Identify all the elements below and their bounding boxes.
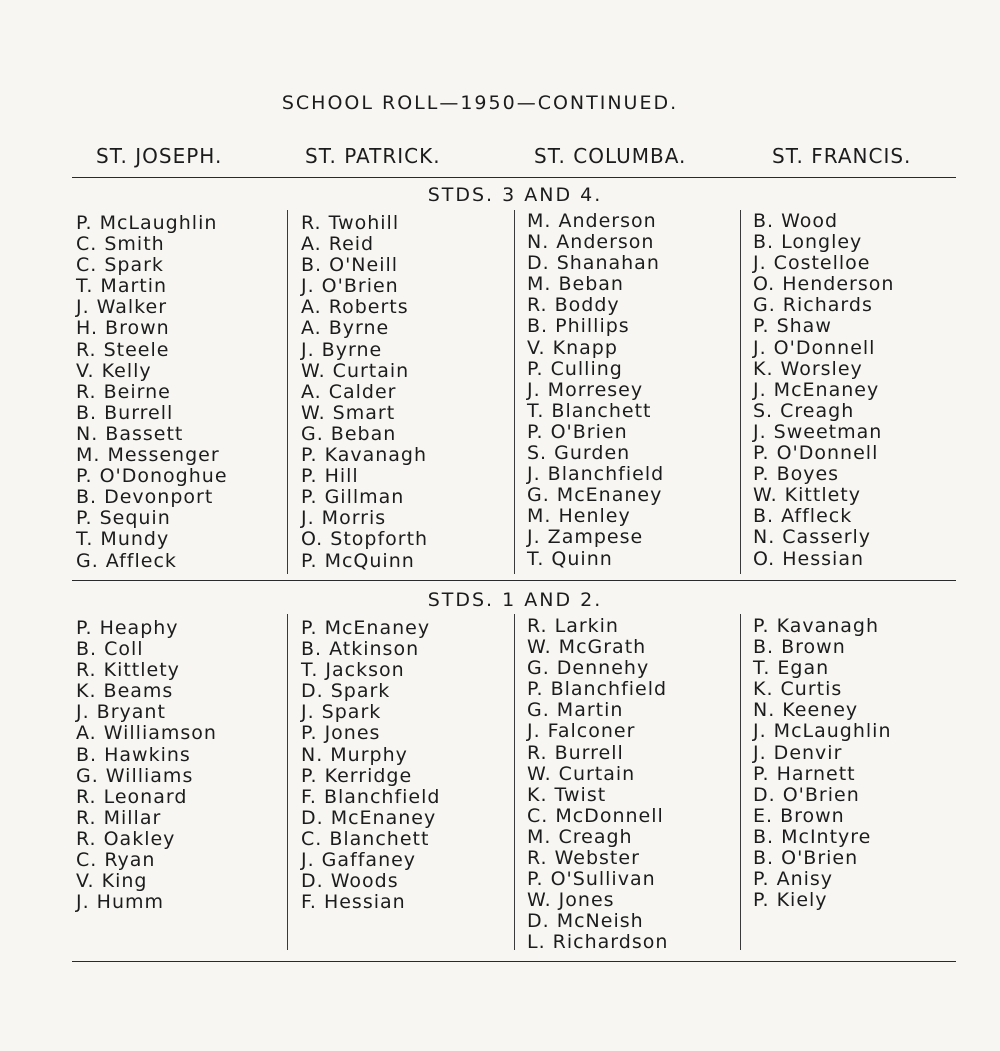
pupil-name: J. Spark — [301, 701, 382, 724]
pupil-name: J. Zampese — [527, 526, 644, 549]
pupil-name: A. Reid — [301, 233, 375, 256]
section-title-stds-1-2: STDS. 1 AND 2. — [427, 589, 603, 611]
pupil-name: G. Beban — [301, 422, 397, 445]
pupil-name: J. McEnaney — [753, 378, 880, 401]
pupil-name: C. Blanchett — [301, 827, 430, 850]
name-column — [301, 618, 440, 913]
pupil-name: K. Twist — [527, 783, 607, 806]
pupil-name: N. Bassett — [76, 422, 184, 445]
pupil-name: T. Blanchett — [527, 399, 652, 422]
pupil-name: D. McEnaney — [301, 806, 437, 829]
name-column — [301, 213, 428, 572]
pupil-name: R. Burrell — [527, 741, 624, 764]
pupil-name: R. Millar — [76, 806, 162, 829]
house-headers — [76, 144, 956, 168]
pupil-name: P. Harnett — [753, 762, 856, 785]
pupil-name: J. Costelloe — [753, 252, 871, 275]
pupil-name: S. Gurden — [527, 442, 631, 465]
pupil-name: P. O'Donnell — [753, 442, 879, 465]
pupil-name: P. Hill — [301, 465, 359, 488]
pupil-name: T. Egan — [753, 657, 830, 680]
pupil-name: B. Affleck — [753, 505, 853, 528]
pupil-name: B. Phillips — [527, 315, 630, 338]
section-rule — [72, 580, 956, 581]
pupil-name: R. Leonard — [76, 785, 188, 808]
pupil-name: D. Woods — [301, 870, 399, 893]
pupil-name: M. Beban — [527, 273, 624, 296]
pupil-name: T. Quinn — [527, 547, 613, 570]
pupil-name: P. Kiely — [753, 889, 828, 912]
pupil-name: B. O'Brien — [753, 847, 859, 870]
name-column — [76, 213, 228, 572]
pupil-name: G. Dennehy — [527, 657, 650, 680]
house-st-columba: ST. COLUMBA. — [534, 144, 687, 168]
pupil-name: P. McLaughlin — [76, 212, 218, 234]
bottom-rule — [72, 961, 956, 962]
column-divider — [287, 614, 288, 950]
house-st-francis: ST. FRANCIS. — [772, 144, 912, 168]
name-column — [527, 211, 664, 570]
pupil-name: B. Coll — [76, 638, 144, 661]
pupil-name: B. Hawkins — [76, 743, 191, 766]
pupil-name: J. O'Donnell — [753, 336, 876, 359]
pupil-name: G. Williams — [76, 764, 194, 787]
pupil-name: B. Brown — [753, 636, 846, 659]
column-divider — [287, 210, 288, 574]
pupil-name: C. Smith — [76, 233, 165, 256]
pupil-name: W. Kittlety — [753, 484, 861, 507]
pupil-name: K. Beams — [76, 680, 174, 703]
pupil-name: T. Mundy — [76, 528, 170, 551]
column-divider — [514, 210, 515, 574]
pupil-name: A. Calder — [301, 380, 397, 403]
page-title: SCHOOL ROLL—1950—CONTINUED. — [281, 92, 679, 114]
pupil-name: G. Martin — [527, 699, 624, 722]
pupil-name: B. O'Neill — [301, 254, 399, 277]
pupil-name: M. Creagh — [527, 825, 633, 848]
pupil-name: J. O'Brien — [301, 275, 399, 298]
pupil-name: P. O'Sullivan — [527, 868, 656, 891]
pupil-name: O. Henderson — [753, 273, 895, 296]
pupil-name: P. Blanchfield — [527, 678, 668, 701]
pupil-name: T. Jackson — [301, 659, 405, 682]
pupil-name: P. Kerridge — [301, 764, 413, 787]
pupil-name: A. Williamson — [76, 722, 217, 745]
pupil-name: K. Worsley — [753, 357, 863, 380]
pupil-name: N. Casserly — [753, 526, 872, 549]
name-column — [527, 616, 668, 954]
house-st-joseph: ST. JOSEPH. — [96, 144, 223, 168]
pupil-name: C. Spark — [76, 254, 164, 277]
pupil-name: P. McQuinn — [301, 549, 415, 572]
pupil-name: R. Webster — [527, 847, 640, 870]
pupil-name: F. Blanchfield — [301, 785, 441, 808]
pupil-name: A. Byrne — [301, 317, 390, 340]
pupil-name: F. Hessian — [301, 891, 406, 914]
pupil-name: P. Anisy — [753, 868, 834, 891]
pupil-name: J. Byrne — [301, 338, 383, 361]
pupil-name: D. O'Brien — [753, 783, 860, 806]
pupil-name: J. Morris — [301, 507, 387, 530]
section-title-stds-3-4: STDS. 3 AND 4. — [427, 184, 603, 206]
pupil-name: V. Kelly — [76, 359, 152, 382]
pupil-name: N. Keeney — [753, 699, 859, 722]
pupil-name: P. Heaphy — [76, 617, 179, 639]
pupil-name: J. McLaughlin — [753, 720, 892, 743]
pupil-name: V. King — [76, 870, 148, 893]
pupil-name: P. McEnaney — [301, 617, 431, 639]
pupil-name: P. Culling — [527, 357, 623, 380]
pupil-name: T. Martin — [76, 275, 168, 298]
pupil-name: J. Denvir — [753, 741, 843, 764]
pupil-name: C. McDonnell — [527, 804, 664, 827]
pupil-name: O. Hessian — [753, 547, 865, 570]
pupil-name: O. Stopforth — [301, 528, 429, 551]
pupil-name: P. O'Brien — [527, 420, 628, 443]
pupil-name: D. McNeish — [527, 910, 644, 933]
pupil-name: B. Wood — [753, 210, 839, 232]
house-st-patrick: ST. PATRICK. — [305, 144, 441, 168]
pupil-name: B. Devonport — [76, 486, 214, 509]
pupil-name: R. Larkin — [527, 615, 619, 637]
pupil-name: W. McGrath — [527, 636, 647, 659]
pupil-name: B. McIntyre — [753, 825, 872, 848]
pupil-name: C. Ryan — [76, 849, 156, 872]
pupil-name: P. Kavanagh — [753, 615, 880, 637]
pupil-name: S. Creagh — [753, 399, 855, 422]
pupil-name: B. Longley — [753, 231, 863, 254]
pupil-name: P. Jones — [301, 722, 381, 745]
pupil-name: N. Murphy — [301, 743, 408, 766]
header-rule — [72, 177, 956, 178]
pupil-name: R. Kittlety — [76, 659, 180, 682]
pupil-name: W. Smart — [301, 401, 396, 424]
pupil-name: P. Gillman — [301, 486, 405, 509]
pupil-name: P. Sequin — [76, 507, 171, 530]
pupil-name: P. Kavanagh — [301, 444, 428, 467]
pupil-name: B. Atkinson — [301, 638, 420, 661]
pupil-name: J. Blanchfield — [527, 463, 665, 486]
pupil-name: V. Knapp — [527, 336, 618, 359]
pupil-name: R. Oakley — [76, 827, 176, 850]
pupil-name: W. Curtain — [301, 359, 410, 382]
pupil-name: W. Curtain — [527, 762, 636, 785]
pupil-name: J. Walker — [76, 296, 168, 319]
name-column — [753, 616, 892, 911]
pupil-name: H. Brown — [76, 317, 170, 340]
pupil-name: E. Brown — [753, 804, 845, 827]
pupil-name: P. Boyes — [753, 463, 840, 486]
pupil-name: M. Anderson — [527, 210, 657, 232]
pupil-name: K. Curtis — [753, 678, 843, 701]
pupil-name: A. Roberts — [301, 296, 409, 319]
pupil-name: M. Messenger — [76, 444, 220, 467]
column-divider — [514, 614, 515, 950]
pupil-name: D. Spark — [301, 680, 391, 703]
pupil-name: B. Burrell — [76, 401, 174, 424]
pupil-name: J. Falconer — [527, 720, 636, 743]
name-column — [76, 618, 217, 913]
pupil-name: L. Richardson — [527, 931, 669, 954]
pupil-name: J. Morresey — [527, 378, 644, 401]
pupil-name: P. O'Donoghue — [76, 465, 228, 488]
pupil-name: J. Sweetman — [753, 420, 883, 443]
pupil-name: R. Boddy — [527, 294, 620, 317]
pupil-name: J. Gaffaney — [301, 849, 417, 872]
column-divider — [740, 614, 741, 950]
pupil-name: P. Shaw — [753, 315, 832, 338]
pupil-name: W. Jones — [527, 889, 615, 912]
pupil-name: N. Anderson — [527, 231, 655, 254]
name-column — [753, 211, 894, 570]
pupil-name: J. Humm — [76, 891, 165, 914]
pupil-name: G. McEnaney — [527, 484, 663, 507]
pupil-name: G. Richards — [753, 294, 873, 317]
pupil-name: R. Steele — [76, 338, 170, 361]
pupil-name: R. Twohill — [301, 212, 400, 234]
pupil-name: G. Affleck — [76, 549, 177, 572]
pupil-name: J. Bryant — [76, 701, 166, 724]
pupil-name: D. Shanahan — [527, 252, 660, 275]
pupil-name: R. Beirne — [76, 380, 171, 403]
pupil-name: M. Henley — [527, 505, 631, 528]
column-divider — [740, 210, 741, 574]
